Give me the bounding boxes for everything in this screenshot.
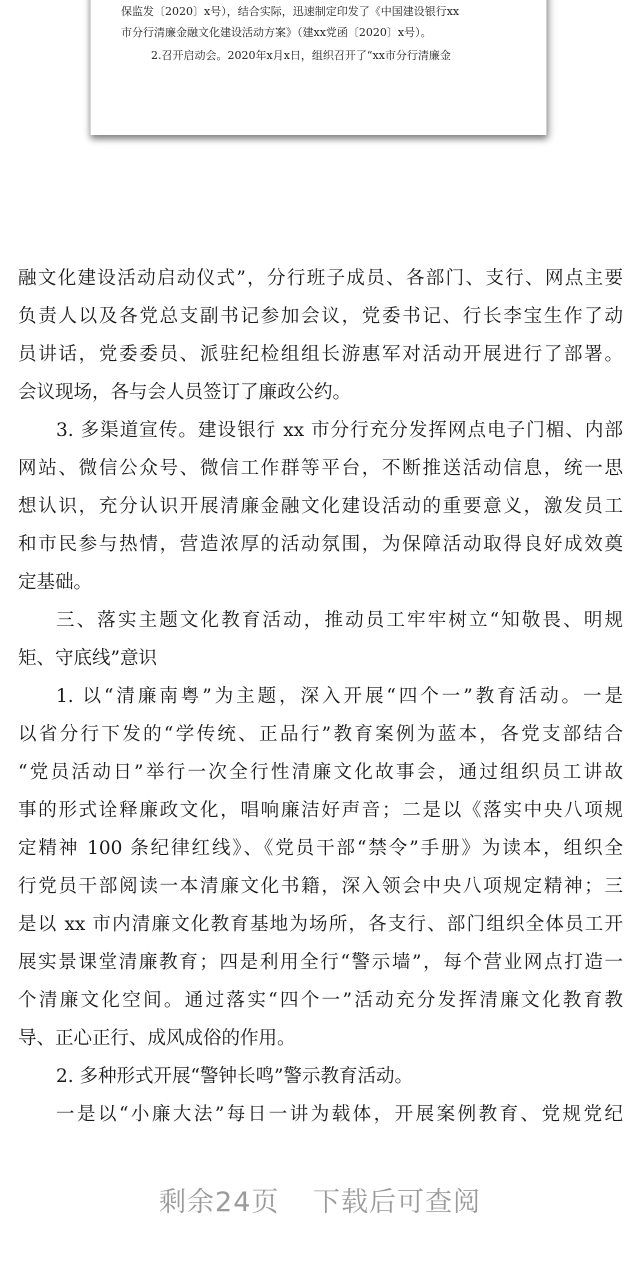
body-line: 1. 以“清廉南粤”为主题，深入开展“四个一”教育活动。一是 [56,686,623,707]
body-line: 融文化建设活动启动仪式”，分行班子成员、各部门、支行、网点主要 [18,268,623,289]
body-line: 定精神 100 条纪律红线》、《党员干部“禁令”手册》为读本，组织全 [18,838,623,859]
body-line: 3. 多渠道宣传。建设银行 xx 市分行充分发挥网点电子门楣、内部 [56,420,623,441]
body-line: 定基础。 [18,572,93,593]
body-line: 展实景课堂清廉教育；四是利用全行“警示墙”，每个营业网点打造一 [18,952,623,973]
body-line: 导、正心正行、成风成俗的作用。 [18,1028,296,1049]
section-heading-line: 矩、守底线”意识 [18,648,157,669]
card-text-line: 2.召开启动会。2020年x月x日，组织召开了“xx市分行清廉金 [151,49,451,62]
preview-page-card [90,0,547,135]
section-heading-line: 三、落实主题文化教育活动，推动员工牢牢树立“知敬畏、明规 [56,610,623,631]
body-line: 和市民参与热情，营造浓厚的活动氛围，为保障活动取得良好成效奠 [18,534,623,555]
body-line: 行党员干部阅读一本清廉文化书籍，深入领会中央八项规定精神；三 [18,876,623,897]
body-line: 个清廉文化空间。通过落实“四个一”活动充分发挥清廉文化教育教 [18,990,623,1011]
document-body [18,260,623,1134]
body-line: 员讲话，党委委员、派驻纪检组组长游惠军对活动开展进行了部署。 [18,344,623,365]
download-to-read-label[interactable]: 下载后可查阅 [312,1187,481,1218]
body-line: 以省分行下发的“学传统、正品行”教育案例为蓝本，各党支部结合 [18,724,623,745]
card-text-line: 市分行清廉金融文化建设活动方案》（建xx党函〔2020〕x号）。 [121,26,432,39]
body-line: 一是以“小廉大法”每日一讲为载体，开展案例教育、党规党纪 [56,1104,623,1125]
body-line: 是以 xx 市内清廉文化教育基地为场所，各支行、部门组织全体员工开 [18,914,623,935]
body-line: 负责人以及各党总支副书记参加会议，党委书记、行长李宝生作了动 [18,306,623,327]
remaining-pages-label[interactable]: 剩余24页 [159,1187,280,1218]
read-more-banner[interactable] [0,1180,640,1219]
card-text-line: 保监发〔2020〕x号），结合实际，迅速制定印发了《中国建设银行xx [121,5,460,18]
body-line: 会议现场，各与会人员签订了廉政公约。 [18,382,352,403]
body-line: 网站、微信公众号、微信工作群等平台，不断推送活动信息，统一思 [18,458,623,479]
body-line: “党员活动日”举行一次全行性清廉文化故事会，通过组织员工讲故 [18,762,623,783]
body-line: 事的形式诠释廉政文化，唱响廉洁好声音；二是以《落实中央八项规 [18,800,623,821]
body-line: 想认识，充分认识开展清廉金融文化建设活动的重要意义，激发员工 [18,496,623,517]
body-line: 2. 多种形式开展“警钟长鸣”警示教育活动。 [56,1066,413,1087]
